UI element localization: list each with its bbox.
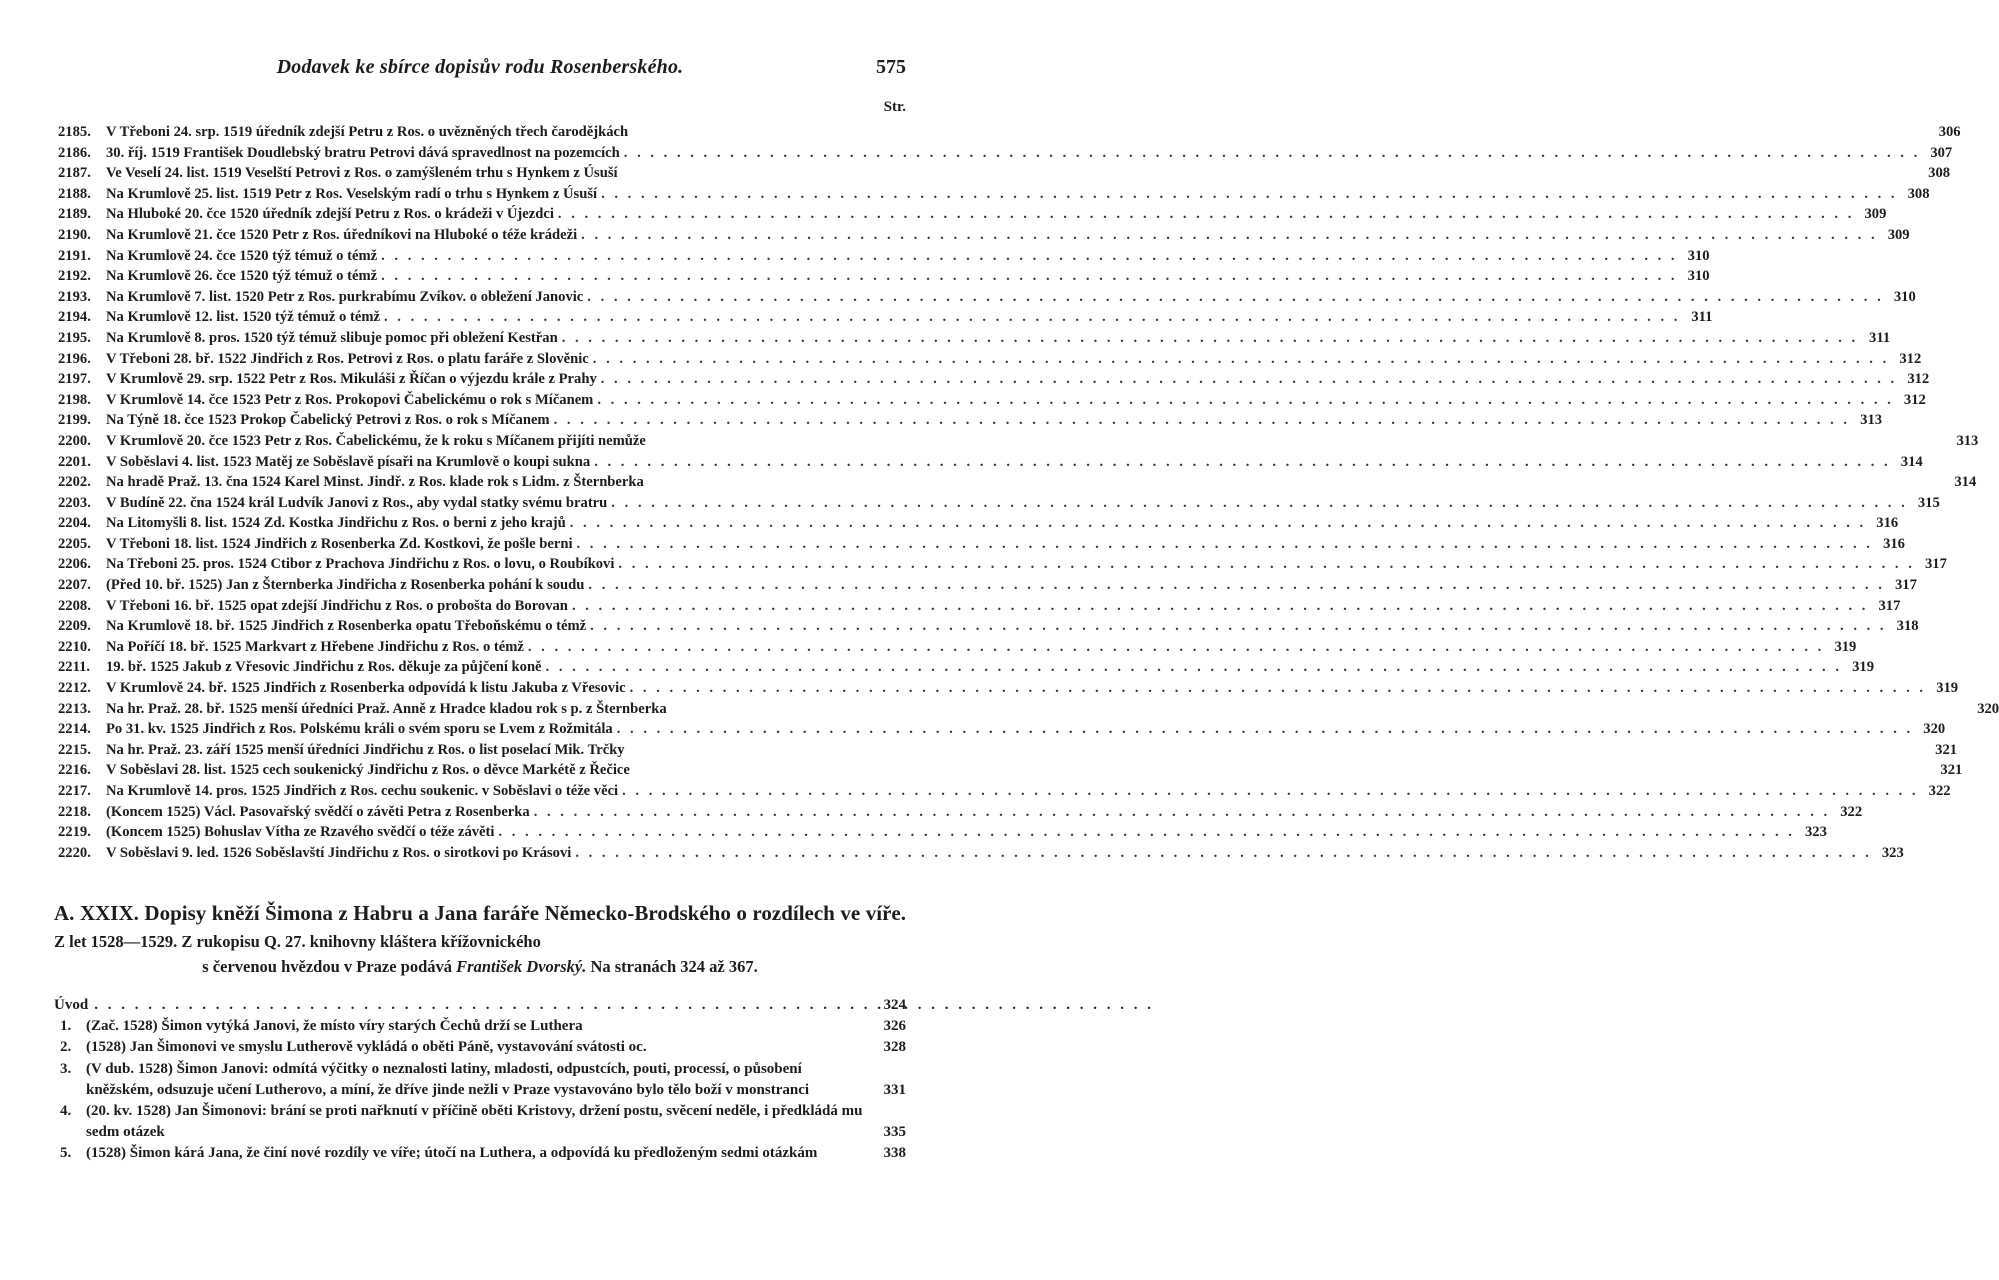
entry-leader [562, 328, 1858, 349]
entry-number: 2209. [58, 618, 91, 635]
section-contents [54, 995, 906, 1165]
running-title: Dodavek ke sbírce dopisův rodu Rosenberského. [276, 56, 684, 78]
entry-page: 312 [1899, 350, 1922, 367]
entry-page: 317 [1924, 556, 1947, 573]
entry-text: V Krumlově 29. srp. 1522 Petr z Ros. Mikuláši z Říčan o výjezdu krále z Prahy [106, 371, 597, 388]
letter-entry [58, 163, 1951, 184]
entry-page: 316 [1883, 535, 1905, 552]
entry-number: 2206. [58, 556, 91, 573]
entry-page: 316 [1876, 515, 1899, 532]
entry-text: V Soběslavi 28. list. 1525 cech soukenický Jindřichu z Ros. o děvce Markétě z Řečice [106, 762, 630, 779]
contents-item-page: 326 [883, 1018, 906, 1035]
entry-leader [572, 596, 1868, 617]
entry-leader [581, 225, 1877, 246]
entry-leader [630, 678, 1926, 699]
intro-page: 324 [883, 997, 906, 1013]
entry-leader [570, 513, 1866, 534]
letter-entry [58, 225, 1910, 246]
section-subline-pre: s červenou hvězdou v Praze podává [202, 957, 453, 976]
letter-entry [58, 143, 1953, 164]
entry-text: Na Třeboni 25. pros. 1524 Ctibor z Prachova Jindřichu z Ros. o lovu, o Roubíkovi [106, 556, 615, 573]
intro-leader [94, 995, 1154, 1016]
entry-text: V Třeboni 18. list. 1524 Jindřich z Rosenberka Zd. Kostkovi, že pošle berni [106, 535, 573, 552]
entry-number: 2188. [58, 185, 91, 202]
page-column-header: Str. [883, 99, 906, 115]
contents-item [54, 1101, 906, 1143]
entry-leader [601, 184, 1897, 205]
contents-item-text: (V dub. 1528) Šimon Janovi: odmítá výčitky o neznalosti latiny, mladosti, odpustcích, pouti, processí, o působení kněžském, odsuzuje učení Lutherovo, a míní, že dříve jinde nežli v Praze vystavováno bylo tělo boží v monstranci [86, 1060, 810, 1098]
section-title-tail: Z let 1528—1529. Z rukopisu Q. 27. knihovny kláštera křížovnického [54, 932, 541, 951]
entry-text: Na Krumlově 14. pros. 1525 Jindřich z Ros. cechu soukenic. v Soběslavi o téže věci [106, 783, 619, 799]
entry-leader [384, 307, 1680, 328]
intro-label: Úvod [54, 997, 89, 1013]
entry-page: 309 [1887, 226, 1910, 243]
entry-text: V Budíně 22. čna 1524 král Ludvík Janovi z Ros., aby vydal statky svému bratru [106, 494, 608, 511]
entry-text: Na Poříčí 18. bř. 1525 Markvart z Hřebene Jindřichu z Ros. o témž [106, 638, 524, 655]
letter-entry [58, 802, 1863, 823]
entry-text: V Třeboni 28. bř. 1522 Jindřich z Ros. Petrovi z Ros. o platu faráře z Slověnic [106, 350, 589, 367]
entry-page: 313 [1956, 432, 1979, 449]
entry-page: 321 [1940, 762, 1963, 779]
entry-leader [534, 802, 1830, 823]
entry-leader [587, 287, 1883, 308]
entry-leader [381, 246, 1677, 267]
entry-text: Na Týně 18. čce 1523 Prokop Čabelický Petrovi z Ros. o rok s Míčanem [106, 412, 550, 429]
entry-text: V Krumlově 24. bř. 1525 Jindřich z Rosenberka odpovídá k listu Jakuba z Vřesovic [106, 680, 626, 697]
section-title: A. XXIX. Dopisy kněží Šimona z Habru a Jana faráře Německo-Brodského o rozdílech ve víře. [54, 901, 906, 925]
entry-leader [554, 410, 1850, 431]
page-number: 575 [876, 56, 906, 78]
entry-page: 319 [1852, 659, 1874, 676]
entry-page: 312 [1907, 371, 1930, 388]
contents-item-text: (1528) Jan Šimonovi ve smyslu Lutherově vykládá o oběti Páně, vystavování svátosti oc. [86, 1039, 647, 1056]
contents-item [54, 1059, 906, 1101]
entry-text: (Koncem 1525) Václ. Pasovařský svědčí o závěti Petra z Rosenberka [106, 803, 530, 820]
letter-entry [58, 760, 1963, 781]
entry-page: 322 [1840, 803, 1863, 820]
entry-text: Na Krumlově 25. list. 1519 Petr z Ros. Veselským radí o trhu s Hynkem z Úsuší [106, 185, 598, 202]
entry-number: 2190. [58, 226, 91, 243]
entry-number: 2204. [58, 515, 91, 532]
letter-entry [58, 554, 1947, 575]
entry-page: 311 [1691, 309, 1713, 326]
entry-text: V Třeboni 24. srp. 1519 úředník zdejší Petru z Ros. o uvězněných třech čarodějkách [106, 124, 629, 140]
entry-page: 308 [1907, 185, 1930, 202]
contents-intro [54, 995, 906, 1016]
letter-entry [58, 616, 1919, 637]
entry-number: 2208. [58, 597, 91, 614]
entry-text: V Soběslavi 9. led. 1526 Soběslavští Jindřichu z Ros. o sirotkovi po Krásovi [106, 844, 572, 861]
contents-item-page: 338 [883, 1145, 906, 1162]
letter-entry [58, 328, 1891, 349]
entry-page: 323 [1805, 824, 1827, 841]
entry-number: 2185. [58, 124, 91, 140]
entry-page: 319 [1834, 638, 1857, 655]
letter-entry [58, 266, 1710, 287]
entry-number: 2205. [58, 535, 91, 552]
entry-page: 319 [1936, 680, 1959, 697]
entry-number: 2187. [58, 165, 91, 182]
contents-item-number: 2. [60, 1039, 72, 1056]
entry-text: Na Krumlově 8. pros. 1520 týž témuž slibuje pomoc při obležení Kestřan [106, 329, 558, 346]
page-header [0, 56, 960, 86]
entry-page: 312 [1903, 391, 1926, 408]
entry-text: Po 31. kv. 1525 Jindřich z Ros. Polskému králi o svém sporu se Lvem z Rožmitála [106, 721, 613, 738]
entry-number: 2195. [58, 329, 91, 346]
entry-page: 315 [1917, 494, 1940, 511]
entry-leader [597, 390, 1893, 411]
letter-entry [58, 472, 1977, 493]
entry-leader [588, 575, 1884, 596]
entry-number: 2198. [58, 391, 91, 408]
letter-entry [58, 657, 1874, 678]
section-subline [54, 955, 906, 979]
entry-text: Na Krumlově 26. čce 1520 týž témuž o témž [106, 268, 378, 285]
entry-leader [498, 822, 1794, 843]
section-heading [54, 900, 906, 955]
letter-entry [58, 246, 1710, 267]
entry-text: V Krumlově 14. čce 1523 Petr z Ros. Prokopovi Čabelickému o rok s Míčanem [106, 391, 594, 408]
entry-page: 306 [1938, 124, 1961, 140]
entry-number: 2200. [58, 432, 91, 449]
entry-page: 310 [1687, 247, 1710, 264]
letter-entry [58, 493, 1940, 514]
entry-text: Na Krumlově 18. bř. 1525 Jindřich z Rosenberka opatu Třeboňskému o témž [106, 618, 587, 635]
entry-text: Na hradě Praž. 13. čna 1524 Karel Minst. Jindř. z Ros. klade rok s Lidm. z Šternberka [106, 474, 644, 491]
contents-item-number: 5. [60, 1145, 72, 1162]
entry-leader [594, 452, 1890, 473]
contents-item [54, 1143, 906, 1164]
entry-text: Na Hluboké 20. čce 1520 úředník zdejší Petru z Ros. o krádeži v Újezdci [106, 206, 554, 223]
entry-leader [546, 657, 1842, 678]
entry-number: 2201. [58, 453, 91, 470]
entry-number: 2194. [58, 309, 91, 326]
entry-text: Na hr. Praž. 23. září 1525 menší úředníci Jindřichu z Ros. o list poselací Mik. Trčky [106, 741, 625, 758]
entry-number: 2193. [58, 288, 91, 305]
letter-entry [58, 534, 1905, 555]
entry-page: 320 [1923, 721, 1946, 738]
entry-leader [558, 204, 1854, 225]
entry-number: 2213. [58, 700, 91, 717]
letter-entry [58, 184, 1930, 205]
entry-number: 2216. [58, 762, 91, 779]
entry-leader [618, 554, 1914, 575]
entry-leader [528, 637, 1824, 658]
entry-page: 307 [1930, 144, 1953, 161]
entry-page: 308 [1928, 165, 1951, 182]
letter-entry [58, 678, 1959, 699]
entry-text: 30. říj. 1519 František Doudlebský bratru Petrovi dává spravedlnost na pozemcích [106, 144, 620, 161]
entry-page: 317 [1878, 597, 1901, 614]
letter-entry [58, 699, 1999, 720]
entry-page: 318 [1896, 618, 1919, 635]
entry-number: 2219. [58, 824, 91, 841]
letter-entry [58, 513, 1899, 534]
entry-leader [624, 143, 1920, 164]
entry-leader [590, 616, 1886, 637]
letter-entry [58, 390, 1926, 411]
letter-entry [58, 204, 1887, 225]
letter-entry [58, 719, 1946, 740]
contents-item-text: (20. kv. 1528) Jan Šimonovi: brání se proti nařknutí v příčině oběti Kristovy, držení postu, svěcení neděle, i předkládá mu sedm otázek [86, 1103, 863, 1141]
letter-entry [58, 452, 1923, 473]
letter-entry [58, 843, 1904, 864]
entry-page: 314 [1954, 474, 1977, 491]
entry-text: (Koncem 1525) Bohuslav Vítha ze Rzavého svědčí o téže závěti [106, 824, 495, 841]
entry-leader [593, 349, 1889, 370]
section-author: František Dvorský. [456, 957, 587, 976]
contents-item [54, 1016, 906, 1037]
entry-number: 2186. [58, 144, 91, 161]
letter-entry [58, 349, 1922, 370]
letter-entry [58, 122, 1961, 143]
entry-number: 2203. [58, 494, 91, 511]
entry-page: 314 [1900, 453, 1923, 470]
entry-page: 310 [1687, 268, 1710, 285]
entry-page: 313 [1860, 412, 1883, 429]
entry-text: Na Krumlově 21. čce 1520 Petr z Ros. úředníkovi na Hluboké o téže krádeži [106, 226, 578, 243]
entry-number: 2212. [58, 680, 91, 697]
entry-leader [617, 719, 1913, 740]
entry-leader [381, 266, 1677, 287]
letter-entry [58, 369, 1930, 390]
letter-entry [58, 740, 1958, 761]
entry-page: 322 [1928, 783, 1951, 799]
entry-leader [577, 534, 1873, 555]
contents-item-page: 335 [883, 1124, 906, 1141]
entry-number: 2197. [58, 371, 91, 388]
contents-item-page: 331 [883, 1081, 906, 1098]
letter-entry [58, 637, 1857, 658]
contents-item [54, 1037, 906, 1058]
entry-number: 2215. [58, 741, 91, 758]
entry-text: V Krumlově 20. čce 1523 Petr z Ros. Čabelickému, že k roku s Míčanem přijíti nemůže [106, 432, 646, 449]
letter-entry [58, 822, 1827, 843]
entry-number: 2211. [58, 659, 91, 676]
section-subline-post: Na stranách 324 až 367. [590, 957, 758, 976]
entry-leader [575, 843, 1871, 864]
letter-entry [58, 410, 1883, 431]
letter-entry [58, 781, 1951, 802]
contents-item-number: 3. [60, 1060, 72, 1077]
letter-entry [58, 307, 1713, 328]
contents-item-text: (1528) Šimon kárá Jana, že činí nové rozdíly ve víře; útočí na Luthera, a odpovídá ku předloženým sedmi otázkám [86, 1145, 818, 1162]
entry-leader [601, 369, 1897, 390]
entry-text: Na Krumlově 24. čce 1520 týž témuž o témž [106, 247, 378, 264]
entry-text: Na Krumlově 7. list. 1520 Petr z Ros. purkrabímu Zvíkov. o obležení Janovic [106, 288, 584, 305]
entry-text: V Třeboni 16. bř. 1525 opat zdejší Jindřichu z Ros. o proboštа do Borovan [106, 597, 568, 614]
entry-number: 2218. [58, 803, 91, 820]
section-header [54, 900, 906, 979]
letter-entry [58, 596, 1901, 617]
letter-entry [58, 431, 1979, 452]
entry-number: 2189. [58, 206, 91, 223]
entry-text: Ve Veselí 24. list. 1519 Veselští Petrovi z Ros. o zamýšleném trhu s Hynkem z Úsuší [106, 165, 618, 182]
contents-item-page: 328 [883, 1039, 906, 1056]
entry-number: 2210. [58, 638, 91, 655]
letter-entry [58, 575, 1917, 596]
entry-number: 2214. [58, 721, 91, 738]
entry-number: 2199. [58, 412, 91, 429]
contents-item-number: 4. [60, 1103, 72, 1120]
entry-number: 2207. [58, 577, 91, 594]
entry-text: Na Krumlově 12. list. 1520 týž témuž o témž [106, 309, 380, 326]
entry-number: 2220. [58, 844, 91, 861]
letter-index-list [58, 122, 1999, 863]
entry-leader [622, 781, 1918, 802]
entry-page: 317 [1894, 577, 1917, 594]
entry-text: V Soběslavi 4. list. 1523 Matěj ze Soběslavě písaři na Krumlově o koupi sukna [106, 453, 591, 470]
entry-text: Na Litomyšli 8. list. 1524 Zd. Kostka Jindřichu z Ros. o berni z jeho krajů [106, 515, 566, 532]
contents-item-text: (Zač. 1528) Šimon vytýká Janovi, že místo víry starých Čechů drží se Luthera [86, 1018, 583, 1035]
entry-number: 2192. [58, 268, 91, 285]
entry-text: 19. bř. 1525 Jakub z Vřesovic Jindřichu z Ros. děkuje za půjčení koně [106, 659, 542, 676]
entry-number: 2217. [58, 783, 91, 799]
entry-page: 323 [1881, 844, 1904, 861]
entry-number: 2196. [58, 350, 91, 367]
entry-page: 309 [1864, 206, 1887, 223]
entry-text: (Před 10. bř. 1525) Jan z Šternberka Jindřicha z Rosenberka pohání k soudu [106, 577, 585, 594]
contents-item-number: 1. [60, 1018, 72, 1035]
letter-entry [58, 287, 1916, 308]
entry-page: 310 [1893, 288, 1916, 305]
entry-leader [611, 493, 1907, 514]
entry-number: 2202. [58, 474, 91, 491]
entry-number: 2191. [58, 247, 91, 264]
entry-page: 321 [1935, 741, 1958, 758]
entry-page: 320 [1977, 700, 1999, 717]
entry-page: 311 [1869, 329, 1891, 346]
entry-text: Na hr. Praž. 28. bř. 1525 menší úředníci Praž. Anně z Hradce kladou rok s p. z Šternberka [106, 700, 667, 717]
